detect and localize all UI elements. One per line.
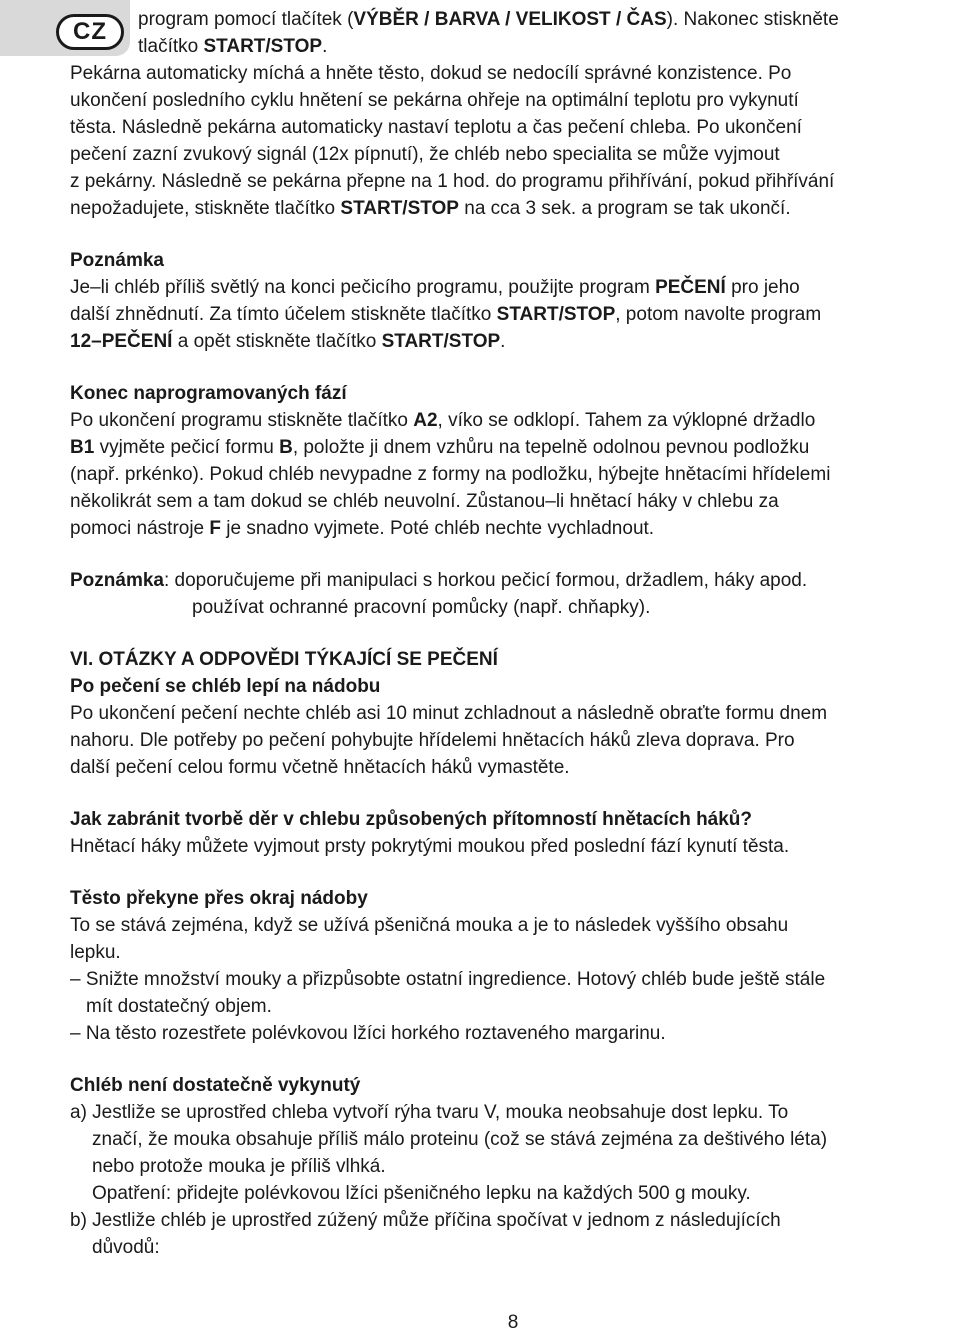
manual-content — [70, 6, 950, 1261]
paragraph — [70, 1207, 950, 1261]
text: další pečení celou formu včetně hnětacích háků vymastěte. — [70, 757, 570, 778]
text-block — [70, 1020, 950, 1047]
text: používat ochranné pracovní pomůcky (např. chňapky). — [192, 597, 651, 618]
text-blocks — [70, 60, 950, 1261]
text: Opatření: přidejte polévkovou lžíci pšeničného lepku na každých 500 g mouky. — [92, 1183, 751, 1204]
paragraph — [70, 966, 950, 1020]
text-block — [70, 1072, 950, 1099]
text: Po ukončení pečení nechte chléb asi 10 minut zchladnout a následně obraťte formu dnem — [70, 703, 828, 724]
text: Hnětací háky můžete vyjmout prsty pokrytými moukou před poslední fází kynutí těsta. — [70, 836, 790, 857]
text: To se stává zejména, když se užívá pšeničná mouka a je to následek vyššího obsahu — [70, 915, 789, 936]
text-block — [70, 247, 950, 355]
text: těsta. Následně pekárna automaticky nastaví teplotu a čas pečení chleba. Po ukončení — [70, 117, 802, 138]
paragraph — [70, 60, 950, 222]
paragraph — [70, 885, 950, 966]
paragraph — [70, 1099, 950, 1180]
bold-text: Jak zabránit tvorbě děr v chlebu způsobených přítomností hnětacích háků? — [70, 809, 753, 830]
bold-text: VI. OTÁZKY A ODPOVĚDI TÝKAJÍCÍ SE PEČENÍ — [70, 649, 498, 670]
bold-text: START/STOP — [203, 36, 323, 57]
bold-text: START/STOP — [381, 331, 501, 352]
text: – Snižte množství mouky a přizpůsobte ostatní ingredience. Hotový chléb bude ještě stále — [70, 969, 826, 990]
text: několikrát sem a tam dokud se chléb neuvolní. Zůstanou–li hnětací háky v chlebu za — [70, 491, 779, 512]
text: značí, že mouka obsahuje příliš málo proteinu (což se stává zejména za deštivého léta) — [92, 1129, 828, 1150]
text: program pomocí tlačítek ( — [138, 9, 354, 30]
text-block — [70, 1180, 950, 1207]
text: na cca 3 sek. a program se tak ukončí. — [458, 198, 791, 219]
text: nebo protože mouka je příliš vlhká. — [92, 1156, 386, 1177]
text: vyjměte pečicí formu — [94, 437, 280, 458]
text-block — [70, 806, 950, 860]
paragraph — [70, 380, 950, 542]
text: další zhnědnutí. Za tímto účelem stiskněte tlačítko — [70, 304, 497, 325]
text-block — [70, 60, 950, 222]
paragraph — [70, 1072, 950, 1099]
text-block — [70, 567, 950, 621]
paragraph — [70, 1180, 950, 1207]
language-badge: CZ — [56, 14, 124, 50]
paragraph — [70, 646, 950, 781]
text: , víko se odklopí. Tahem za výklopné držadlo — [437, 410, 816, 431]
bold-text: Poznámka — [70, 250, 164, 271]
text: pomoci nástroje — [70, 518, 210, 539]
text: nahoru. Dle potřeby po pečení pohybujte hřídelemi hnětacích háků zleva doprava. Pro — [70, 730, 795, 751]
paragraph — [138, 6, 950, 60]
text: . — [500, 331, 506, 352]
bold-text: VÝBĚR / BARVA / VELIKOST / ČAS — [353, 9, 667, 30]
text: tlačítko — [138, 36, 204, 57]
text: a opět stiskněte tlačítko — [172, 331, 382, 352]
text: Pekárna automaticky míchá a hněte těsto, dokud se nedocílí správné konzistence. Po — [70, 63, 792, 84]
text: a) Jestliže se uprostřed chleba vytvoří rýha tvaru V, mouka neobsahuje dost lepku. To — [70, 1102, 789, 1123]
bold-text: START/STOP — [340, 198, 459, 219]
paragraph — [70, 567, 950, 621]
text: b) Jestliže chléb je uprostřed zúžený může příčina spočívat v jednom z následujících — [70, 1210, 781, 1231]
text: , položte ji dnem vzhůru na tepelně odolnou pevnou podložku — [292, 437, 810, 458]
text: (např. prkénko). Pokud chléb nevypadne z formy na podložku, hýbejte hnětacími hřídelemi — [70, 464, 831, 485]
text: pečení zazní zvukový signál (12x pípnutí), že chléb nebo specialita se může vyjmout — [70, 144, 780, 165]
text: pro jeho — [725, 277, 800, 298]
text: mít dostatečný objem. — [86, 996, 272, 1017]
bold-text: Po pečení se chléb lepí na nádobu — [70, 676, 381, 697]
bold-text: A2 — [413, 410, 438, 431]
text-block — [70, 966, 950, 1020]
bold-text: Poznámka — [70, 570, 164, 591]
text: – Na těsto rozestřete polévkovou lžíci horkého roztaveného margarinu. — [70, 1023, 666, 1044]
bold-text: 12–PEČENÍ — [70, 331, 173, 352]
text: nepožadujete, stiskněte tlačítko — [70, 198, 341, 219]
page-number: 8 — [507, 1312, 519, 1333]
bold-text: B1 — [70, 437, 95, 458]
paragraph — [70, 1020, 950, 1047]
text: důvodů: — [92, 1237, 160, 1258]
bold-text: B — [279, 437, 293, 458]
text-block — [70, 1099, 950, 1180]
text: ukončení posledního cyklu hnětení se pekárna ohřeje na optimální teplotu pro vykynutí — [70, 90, 799, 111]
bold-text: Konec naprogramovaných fází — [70, 383, 347, 404]
bold-text: PEČENÍ — [655, 277, 726, 298]
text-block — [70, 646, 950, 781]
text-block — [70, 380, 950, 542]
bold-text: START/STOP — [496, 304, 616, 325]
text-block — [70, 1207, 950, 1261]
text: lepku. — [70, 942, 121, 963]
text: z pekárny. Následně se pekárna přepne na 1 hod. do programu přihřívání, pokud přihřívání — [70, 171, 835, 192]
text: ). Nakonec stiskněte — [666, 9, 839, 30]
bold-text: F — [209, 518, 222, 539]
intro-paragraph — [138, 6, 950, 60]
paragraph — [70, 806, 950, 860]
text: je snadno vyjmete. Poté chléb nechte vychladnout. — [221, 518, 655, 539]
text: : doporučujeme při manipulaci s horkou pečicí formou, držadlem, háky apod. — [163, 570, 808, 591]
text: , potom navolte program — [615, 304, 822, 325]
text: . — [322, 36, 328, 57]
text: Po ukončení programu stiskněte tlačítko — [70, 410, 414, 431]
paragraph — [70, 247, 950, 355]
text-block — [70, 885, 950, 966]
text: Je–li chléb příliš světlý na konci pečicího programu, použijte program — [70, 277, 656, 298]
bold-text: Chléb není dostatečně vykynutý — [70, 1075, 361, 1096]
bold-text: Těsto překyne přes okraj nádoby — [70, 888, 368, 909]
